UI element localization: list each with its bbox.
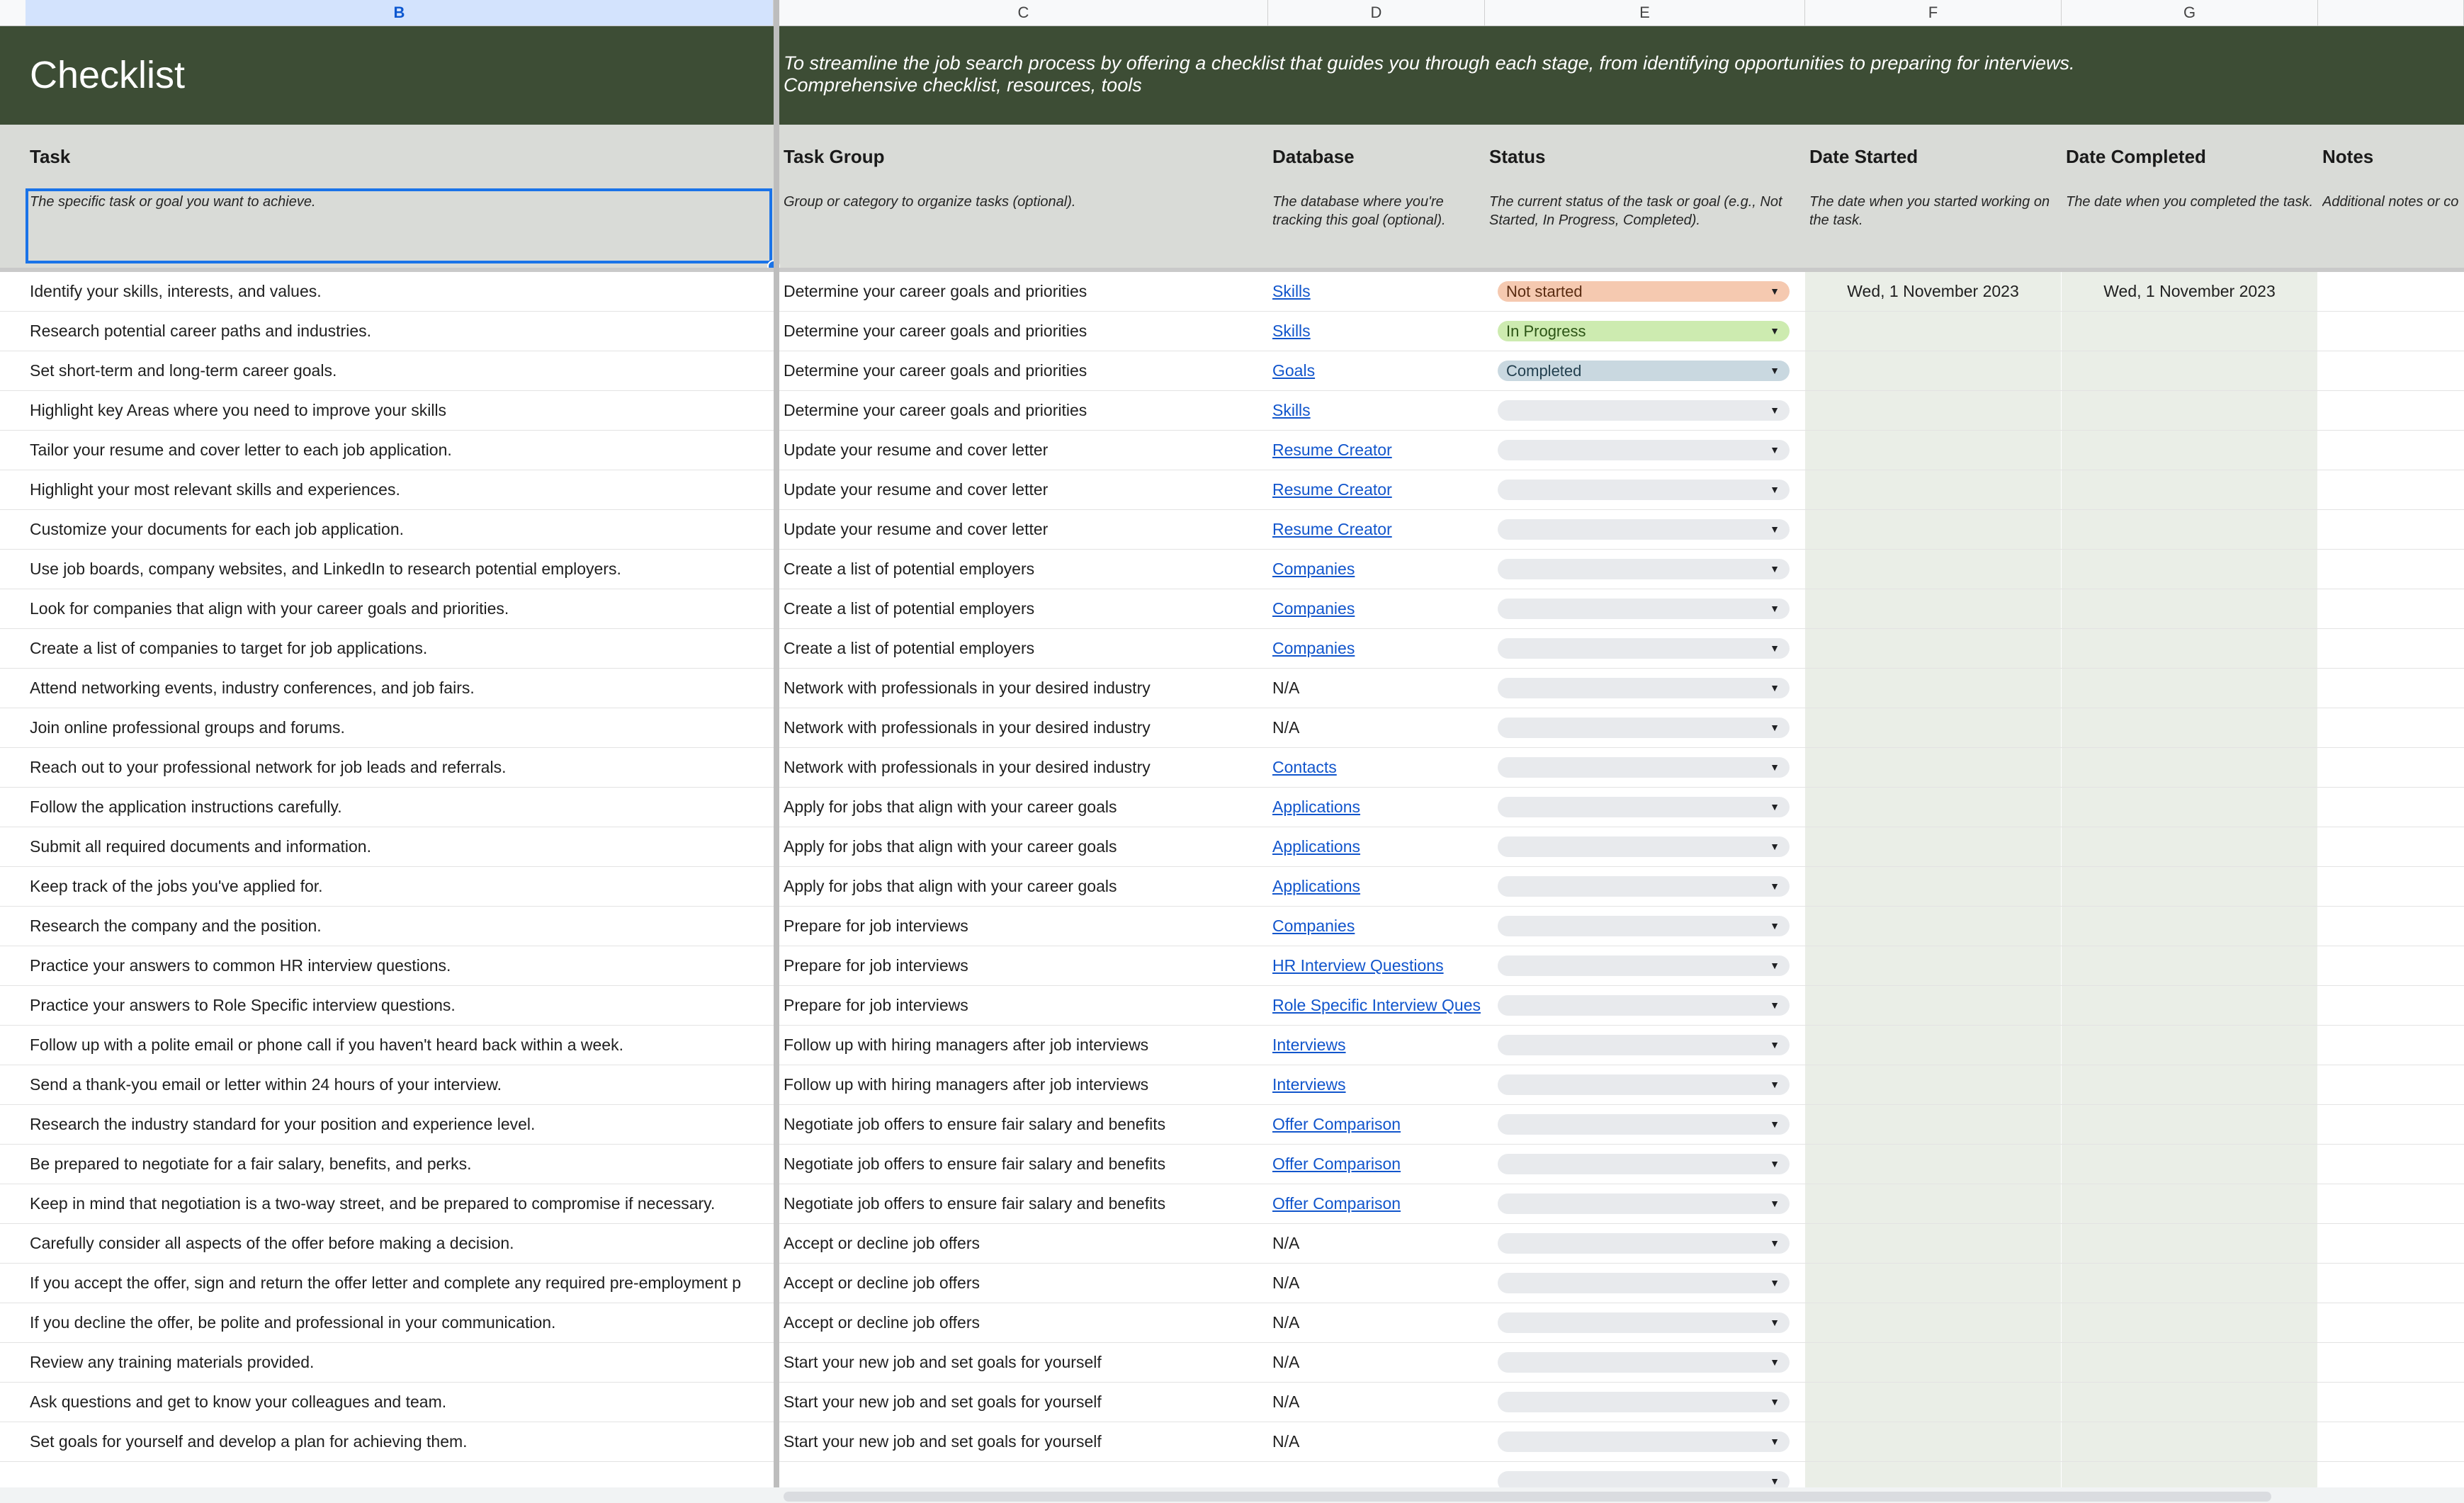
task-group-cell[interactable]: Apply for jobs that align with your career goals [784,798,1117,816]
date-started-cell[interactable] [1805,312,2061,351]
date-completed-cell[interactable] [2062,748,2317,787]
dropdown-arrow-icon: ▼ [1770,1277,1780,1288]
date-started-cell[interactable] [1805,708,2061,747]
database-link[interactable]: Resume Creator [1272,520,1392,538]
task-group-cell[interactable]: Determine your career goals and priorities [784,282,1087,300]
database-link[interactable]: Skills [1272,282,1311,300]
database-link[interactable]: Interviews [1272,1075,1346,1094]
date-completed-cell[interactable] [2062,1303,2317,1342]
status-dropdown[interactable] [1498,1312,1790,1333]
task-cell[interactable]: If you accept the offer, sign and return the offer letter and complete any required pre-employment p [30,1274,742,1292]
date-started-cell[interactable] [1805,1184,2061,1223]
database-cell[interactable]: N/A [1272,1234,1300,1252]
table-row[interactable] [0,1065,2464,1105]
date-completed-cell[interactable] [2062,1224,2317,1263]
date-started-cell[interactable] [1805,867,2061,906]
date-completed-cell[interactable] [2062,1105,2317,1144]
date-started-cell[interactable] [1805,1105,2061,1144]
header-notes[interactable]: Notes [2322,146,2374,167]
dropdown-arrow-icon: ▼ [1770,682,1780,693]
database-link[interactable]: Contacts [1272,758,1337,776]
date-started-cell[interactable] [1805,510,2061,549]
header-date-started[interactable]: Date Started [1809,146,1918,167]
database-link[interactable]: Skills [1272,401,1311,419]
database-cell[interactable]: N/A [1272,1313,1300,1332]
date-started-cell[interactable] [1805,351,2061,390]
header-task-desc[interactable]: The specific task or goal you want to achieve. [30,194,316,210]
date-completed-cell[interactable] [2062,788,2317,827]
task-group-cell[interactable]: Start your new job and set goals for yourself [784,1393,1102,1411]
table-row[interactable] [0,946,2464,986]
database-link[interactable]: Companies [1272,917,1355,935]
status-dropdown[interactable] [1498,638,1790,659]
dropdown-arrow-icon: ▼ [1770,1039,1780,1050]
database-link[interactable]: Interviews [1272,1036,1346,1054]
dropdown-arrow-icon: ▼ [1770,365,1780,376]
dropdown-arrow-icon: ▼ [1770,444,1780,455]
database-link[interactable]: Offer Comparison [1272,1155,1401,1173]
status-dropdown[interactable] [1498,1074,1790,1095]
table-row[interactable] [0,312,2464,351]
status-dropdown[interactable] [1498,1233,1790,1254]
task-cell[interactable]: Set short-term and long-term career goals. [30,361,337,380]
status-dropdown[interactable] [1498,1352,1790,1373]
table-row[interactable] [0,1105,2464,1145]
date-started-cell[interactable] [1805,1264,2061,1303]
status-dropdown[interactable] [1498,797,1790,817]
database-cell[interactable]: N/A [1272,1274,1300,1292]
task-cell[interactable]: Send a thank-you email or letter within 24 hours of your interview. [30,1075,502,1094]
database-link[interactable]: Applications [1272,877,1361,895]
column-header-a[interactable] [0,0,4,25]
status-dropdown[interactable] [1498,1431,1790,1452]
date-started-cell[interactable] [1805,788,2061,827]
date-completed-cell[interactable] [2062,827,2317,866]
status-label: Not started [1506,283,1583,300]
status-dropdown[interactable] [1498,1154,1790,1174]
task-group-cell[interactable]: Negotiate job offers to ensure fair salary and benefits [784,1115,1166,1133]
date-completed-cell[interactable] [2062,1026,2317,1065]
task-cell[interactable]: Review any training materials provided. [30,1353,315,1371]
column-header-f[interactable]: F [1805,0,2062,25]
dropdown-arrow-icon: ▼ [1770,1079,1780,1090]
header-database[interactable]: Database [1272,146,1355,167]
date-started-cell[interactable] [1805,1383,2061,1422]
dropdown-arrow-icon: ▼ [1770,801,1780,812]
table-row[interactable] [0,748,2464,788]
table-row[interactable] [0,550,2464,589]
column-header-b[interactable]: B [26,0,774,25]
dropdown-arrow-icon: ▼ [1770,1158,1780,1169]
dropdown-arrow-icon: ▼ [1770,563,1780,574]
status-dropdown[interactable] [1498,995,1790,1016]
task-cell[interactable]: Keep in mind that negotiation is a two-way street, and be prepared to compromise if necessary. [30,1194,716,1213]
dropdown-arrow-icon: ▼ [1770,920,1780,931]
date-completed-cell[interactable] [2062,1184,2317,1223]
task-group-cell[interactable]: Network with professionals in your desired industry [784,679,1151,697]
date-started-cell[interactable] [1805,946,2061,985]
task-cell[interactable]: Research the company and the position. [30,917,322,935]
date-started-cell[interactable] [1805,1224,2061,1263]
date-completed-cell[interactable] [2062,629,2317,668]
task-cell[interactable]: Highlight key Areas where you need to improve your skills [30,401,447,419]
task-cell[interactable]: Set goals for yourself and develop a plan for achieving them. [30,1432,468,1451]
header-status-desc[interactable]: The current status of the task or goal (e.g., Not Started, In Progress, Completed). [1489,194,1782,228]
header-date-started-desc[interactable]: The date when you started working on the task. [1809,194,2050,228]
date-completed-cell[interactable] [2062,550,2317,589]
task-group-cell[interactable]: Prepare for job interviews [784,956,968,975]
dropdown-arrow-icon: ▼ [1770,404,1780,416]
status-dropdown[interactable] [1498,876,1790,897]
dropdown-arrow-icon: ▼ [1770,642,1780,654]
task-group-cell[interactable]: Start your new job and set goals for yourself [784,1432,1102,1451]
task-cell[interactable]: Submit all required documents and information. [30,837,371,856]
date-started-cell[interactable] [1805,391,2061,430]
task-cell[interactable]: Create a list of companies to target for job applications. [30,639,428,657]
table-row[interactable] [0,867,2464,907]
date-started-cell[interactable] [1805,1026,2061,1065]
table-row[interactable] [0,1184,2464,1224]
column-header-c[interactable]: C [779,0,1268,25]
task-cell[interactable]: Reach out to your professional network for job leads and referrals. [30,758,507,776]
task-cell[interactable]: Carefully consider all aspects of the offer before making a decision. [30,1234,514,1252]
task-cell[interactable]: Practice your answers to Role Specific interview questions. [30,996,456,1014]
database-link[interactable]: Companies [1272,639,1355,657]
description-line-1: To streamline the job search process by offering a checklist that guides you through each stage, from identifying opportunities to preparing for interviews. [784,52,2075,74]
database-cell[interactable]: N/A [1272,1393,1300,1411]
table-row[interactable] [0,272,2464,312]
database-link[interactable]: Companies [1272,599,1355,618]
status-dropdown[interactable] [1498,559,1790,579]
date-started-cell[interactable] [1805,748,2061,787]
date-started-cell[interactable] [1805,1422,2061,1461]
date-started-cell[interactable] [1805,669,2061,708]
task-group-cell[interactable]: Determine your career goals and priorities [784,322,1087,340]
column-header-row [0,0,2464,26]
table-row[interactable] [0,589,2464,629]
table-row[interactable] [0,431,2464,470]
status-dropdown[interactable] [1498,440,1790,460]
status-dropdown[interactable] [1498,955,1790,976]
table-row[interactable] [0,1264,2464,1303]
task-cell[interactable]: Join online professional groups and forums. [30,718,345,737]
status-label: Completed [1506,362,1582,380]
task-group-cell[interactable]: Follow up with hiring managers after job interviews [784,1075,1149,1094]
table-row[interactable] [0,1343,2464,1383]
table-row[interactable] [0,1224,2464,1264]
table-row[interactable] [0,510,2464,550]
task-group-cell[interactable]: Determine your career goals and priorities [784,401,1087,419]
dropdown-arrow-icon: ▼ [1770,722,1780,733]
dropdown-arrow-icon: ▼ [1770,603,1780,614]
task-cell[interactable]: Highlight your most relevant skills and experiences. [30,480,400,499]
date-started-cell[interactable] [1805,907,2061,946]
sheet-title[interactable]: Checklist [30,54,186,96]
task-cell[interactable]: Be prepared to negotiate for a fair salary, benefits, and perks. [30,1155,472,1173]
task-group-cell[interactable]: Create a list of potential employers [784,599,1035,618]
task-cell[interactable]: Attend networking events, industry conferences, and job fairs. [30,679,475,697]
task-group-cell[interactable]: Update your resume and cover letter [784,520,1049,538]
date-completed-cell[interactable] [2062,1145,2317,1184]
dropdown-arrow-icon: ▼ [1770,1317,1780,1328]
dropdown-arrow-icon: ▼ [1770,1356,1780,1368]
date-completed-cell[interactable] [2062,986,2317,1025]
date-started-cell[interactable] [1805,1303,2061,1342]
date-completed-cell[interactable] [2062,1383,2317,1422]
date-completed-cell[interactable] [2062,1065,2317,1104]
date-completed-cell[interactable] [2062,907,2317,946]
database-cell[interactable]: N/A [1272,1432,1300,1451]
description-line-2: Comprehensive checklist, resources, tools [784,74,1142,96]
selected-cell-outline [26,188,772,263]
sheet-description[interactable] [784,52,2413,96]
task-cell[interactable]: Identify your skills, interests, and values. [30,282,322,300]
database-cell[interactable]: N/A [1272,679,1300,697]
task-group-cell[interactable]: Follow up with hiring managers after job interviews [784,1036,1149,1054]
database-link[interactable]: Offer Comparison [1272,1194,1401,1213]
task-cell[interactable]: Keep track of the jobs you've applied for. [30,877,323,895]
task-group-cell[interactable]: Create a list of potential employers [784,560,1035,578]
header-task-group[interactable]: Task Group [784,146,885,167]
dropdown-arrow-icon: ▼ [1770,999,1780,1011]
table-row[interactable] [0,1422,2464,1462]
status-dropdown[interactable] [1498,321,1790,341]
frozen-columns-divider[interactable] [774,0,779,1503]
status-dropdown[interactable] [1498,1193,1790,1214]
date-completed-cell[interactable] [2062,669,2317,708]
task-group-cell[interactable]: Prepare for job interviews [784,996,968,1014]
database-link[interactable]: Resume Creator [1272,480,1392,499]
table-row[interactable] [0,907,2464,946]
table-row[interactable] [0,470,2464,510]
task-cell[interactable]: Follow the application instructions carefully. [30,798,342,816]
date-started-cell[interactable] [1805,470,2061,509]
status-dropdown[interactable] [1498,1392,1790,1412]
task-group-cell[interactable]: Update your resume and cover letter [784,441,1049,459]
dropdown-arrow-icon: ▼ [1770,960,1780,971]
header-date-completed[interactable]: Date Completed [2066,146,2206,167]
dropdown-arrow-icon: ▼ [1770,880,1780,892]
table-row[interactable] [0,788,2464,827]
task-cell[interactable]: Tailor your resume and cover letter to each job application. [30,441,452,459]
task-group-cell[interactable]: Start your new job and set goals for yourself [784,1353,1102,1371]
task-group-cell[interactable]: Determine your career goals and priorities [784,361,1087,380]
dropdown-arrow-icon: ▼ [1770,841,1780,852]
date-started-cell[interactable] [1805,589,2061,628]
database-link[interactable]: Goals [1272,361,1316,380]
table-row[interactable] [0,669,2464,708]
task-cell[interactable]: Ask questions and get to know your colleagues and team. [30,1393,447,1411]
column-header-e[interactable]: E [1485,0,1805,25]
dropdown-arrow-icon: ▼ [1770,1396,1780,1407]
header-notes-desc[interactable]: Additional notes or co [2322,194,2459,210]
task-group-cell[interactable]: Accept or decline job offers [784,1274,980,1292]
date-completed-cell[interactable] [2062,1264,2317,1303]
task-group-cell[interactable]: Apply for jobs that align with your career goals [784,837,1117,856]
task-group-cell[interactable]: Accept or decline job offers [784,1234,980,1252]
status-dropdown[interactable] [1498,519,1790,540]
task-group-cell[interactable]: Create a list of potential employers [784,639,1035,657]
database-link[interactable]: Role Specific Interview Ques [1272,996,1481,1014]
status-dropdown[interactable] [1498,281,1790,302]
date-completed-cell[interactable] [2062,867,2317,906]
date-completed-cell[interactable] [2062,1422,2317,1461]
status-dropdown[interactable] [1498,678,1790,698]
database-link[interactable]: Applications [1272,798,1361,816]
database-link[interactable]: Resume Creator [1272,441,1392,459]
database-link[interactable]: HR Interview Questions [1272,956,1444,975]
task-group-cell[interactable]: Negotiate job offers to ensure fair salary and benefits [784,1155,1166,1173]
date-started-cell[interactable]: Wed, 1 November 2023 [1847,282,2019,300]
header-date-completed-desc[interactable]: The date when you completed the task. [2066,194,2314,210]
status-dropdown[interactable] [1498,599,1790,619]
status-dropdown[interactable] [1498,1035,1790,1055]
database-link[interactable]: Applications [1272,837,1361,856]
task-cell[interactable]: Use job boards, company websites, and LinkedIn to research potential employers. [30,560,621,578]
date-started-cell[interactable] [1805,1145,2061,1184]
table-row[interactable] [0,629,2464,669]
header-status[interactable]: Status [1489,146,1546,167]
database-cell[interactable]: N/A [1272,1353,1300,1371]
table-row[interactable] [0,708,2464,748]
status-dropdown[interactable] [1498,916,1790,936]
database-cell[interactable]: N/A [1272,718,1300,737]
column-header-g[interactable]: G [2062,0,2318,25]
date-completed-cell[interactable] [2062,391,2317,430]
dropdown-arrow-icon: ▼ [1770,1118,1780,1130]
date-completed-cell[interactable] [2062,946,2317,985]
dropdown-arrow-icon: ▼ [1770,761,1780,773]
header-task[interactable]: Task [30,146,71,167]
table-row[interactable] [0,391,2464,431]
status-dropdown[interactable] [1498,757,1790,778]
table-row[interactable] [0,351,2464,391]
date-completed-cell[interactable] [2062,431,2317,470]
date-started-cell[interactable] [1805,629,2061,668]
status-label: In Progress [1506,322,1586,340]
status-dropdown[interactable] [1498,1114,1790,1135]
table-row[interactable] [0,827,2464,867]
table-row[interactable] [0,986,2464,1026]
dropdown-arrow-icon: ▼ [1770,1436,1780,1447]
task-cell[interactable]: Practice your answers to common HR interview questions. [30,956,451,975]
dropdown-arrow-icon: ▼ [1770,1198,1780,1209]
task-cell[interactable]: Look for companies that align with your career goals and priorities. [30,599,509,618]
task-group-cell[interactable]: Prepare for job interviews [784,917,968,935]
status-dropdown[interactable] [1498,1273,1790,1293]
date-started-cell[interactable] [1805,1065,2061,1104]
dropdown-arrow-icon: ▼ [1770,484,1780,495]
dropdown-arrow-icon: ▼ [1770,1237,1780,1249]
dropdown-arrow-icon: ▼ [1770,285,1780,297]
table-row[interactable] [0,1303,2464,1343]
date-completed-cell[interactable] [2062,312,2317,351]
table-row[interactable] [0,1383,2464,1422]
task-group-cell[interactable]: Update your resume and cover letter [784,480,1049,499]
status-dropdown[interactable] [1498,836,1790,857]
table-row[interactable] [0,1026,2464,1065]
date-completed-cell[interactable] [2062,1343,2317,1382]
status-dropdown[interactable] [1498,361,1790,381]
date-completed-cell[interactable] [2062,470,2317,509]
task-cell[interactable]: Research the industry standard for your position and experience level. [30,1115,536,1133]
date-started-cell[interactable] [1805,827,2061,866]
task-cell[interactable]: Research potential career paths and industries. [30,322,372,340]
status-dropdown[interactable] [1498,400,1790,421]
database-link[interactable]: Companies [1272,560,1355,578]
date-completed-cell[interactable] [2062,351,2317,390]
horizontal-scrollbar[interactable] [784,1492,2271,1502]
task-group-cell[interactable]: Network with professionals in your desired industry [784,718,1151,737]
status-dropdown[interactable] [1498,718,1790,738]
task-group-cell[interactable]: Negotiate job offers to ensure fair salary and benefits [784,1194,1166,1213]
header-task-group-desc[interactable]: Group or category to organize tasks (optional). [784,194,1076,210]
column-header-d[interactable]: D [1268,0,1485,25]
table-row[interactable] [0,1145,2464,1184]
date-completed-cell[interactable] [2062,510,2317,549]
status-dropdown[interactable] [1498,480,1790,500]
date-started-cell[interactable] [1805,550,2061,589]
dropdown-arrow-icon: ▼ [1770,523,1780,535]
task-cell[interactable]: Customize your documents for each job application. [30,520,405,538]
database-link[interactable]: Offer Comparison [1272,1115,1401,1133]
task-cell[interactable]: If you decline the offer, be polite and professional in your communication. [30,1313,556,1332]
dropdown-arrow-icon: ▼ [1770,1475,1780,1487]
date-completed-cell[interactable]: Wed, 1 November 2023 [2103,282,2276,300]
task-group-cell[interactable]: Accept or decline job offers [784,1313,980,1332]
date-completed-cell[interactable] [2062,708,2317,747]
dropdown-arrow-icon: ▼ [1770,325,1780,336]
date-completed-cell[interactable] [2062,589,2317,628]
header-database-desc[interactable]: The database where you're tracking this goal (optional). [1272,194,1446,228]
date-started-cell[interactable] [1805,431,2061,470]
column-header-h[interactable] [2318,0,2464,25]
date-started-cell[interactable] [1805,1343,2061,1382]
date-started-cell[interactable] [1805,986,2061,1025]
database-link[interactable]: Skills [1272,322,1311,340]
task-cell[interactable]: Follow up with a polite email or phone call if you haven't heard back within a week. [30,1036,623,1054]
task-group-cell[interactable]: Network with professionals in your desired industry [784,758,1151,776]
task-group-cell[interactable]: Apply for jobs that align with your career goals [784,877,1117,895]
